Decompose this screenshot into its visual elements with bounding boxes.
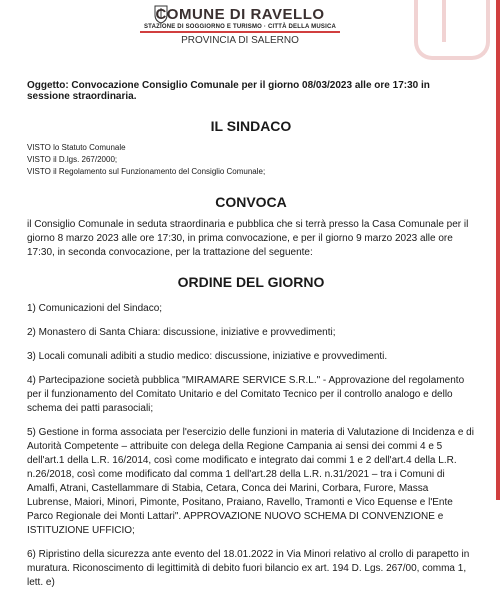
watermark-logo	[414, 0, 490, 60]
document-body	[27, 80, 475, 600]
agenda-item: 4) Partecipazione società pubblica "MIRAMARE SERVICE S.R.L." - Approvazione del regolamento per il funzionamento del Comitato Unitario e del Comitato Tecnico per il controllo analogo e dello schema dei patti parasociali;	[27, 375, 465, 414]
visto-item: VISTO lo Statuto Comunale	[27, 143, 126, 152]
oggetto-line: Oggetto: Convocazione Consiglio Comunale per il giorno 08/03/2023 alle ore 17:30 in sessione straordinaria.	[27, 80, 430, 102]
letterhead	[140, 6, 340, 46]
convoca-heading: CONVOCA	[215, 194, 287, 210]
agenda-item: 1) Comunicazioni del Sindaco;	[27, 303, 163, 314]
agenda-item: 5) Gestione in forma associata per l'esercizio delle funzioni in materia di Valutazione di Incidenza e di Autorità Competente – attribuite con delega della Regione Campania ai sensi dei commi 4 e 5 dell'art.1 della L.R. 16/2014, così come modificato e integrato dai commi 1 e 2 dell'art.4 della L.R. n.26/2018, così come modificato dal comma 1 dell'art.28 della L.R. n.31/2021 – tra i Comuni di Amalfi, Atrani, Castellammare di Stabia, Cetara, Conca dei Marini, Corbara, Furore, Massa Lubrense, Maiori, Minori, Pimonte, Positano, Praiano, Ravello, Tramonti e Vico Equense e l'Ente Parco Regionale dei Monti Lattari". APPROVAZIONE NUOVO SCHEMA DI CONVENZIONE e ISTITUZIONE UFFICIO;	[27, 427, 474, 536]
visto-item: VISTO il D.lgs. 267/2000;	[27, 155, 118, 164]
comune-name: COMUNE DI RAVELLO	[155, 6, 325, 23]
il-sindaco-heading: IL SINDACO	[210, 118, 292, 134]
convoca-paragraph: il Consiglio Comunale in seduta straordinaria e pubblica che si terrà presso la Casa Comunale per il giorno 8 marzo 2023 alle ore 17:30, in prima convocazione, e per il giorno 9 marzo 2023 alle ore 17:30, in seconda convocazione, per la trattazione del seguente:	[27, 219, 469, 258]
ordine-del-giorno-heading: ORDINE DEL GIORNO	[177, 274, 325, 290]
stazione-line: STAZIONE DI SOGGIORNO E TURISMO · CITTÀ DELLA MUSICA	[143, 24, 337, 30]
right-red-border	[496, 0, 500, 500]
visto-item: VISTO il Regolamento sul Funzionamento del Consiglio Comunale;	[27, 167, 266, 176]
agenda-item: 6) Ripristino della sicurezza ante evento del 18.01.2022 in Via Minori relativo al crollo di parapetto in muratura. Riconoscimento di legittimità di debito fuori bilancio ex art. 194 D. Lgs. 267/00, comma 1, lett. e)	[27, 549, 470, 588]
agenda-item: 3) Locali comunali adibiti a studio medico: discussione, iniziative e provvedimenti.	[27, 351, 388, 362]
agenda-item: 2) Monastero di Santa Chiara: discussione, iniziative e provvedimenti;	[27, 327, 336, 338]
provincia-name: PROVINCIA DI SALERNO	[181, 35, 299, 46]
letterhead-red-rule	[140, 31, 340, 33]
visti-list	[27, 142, 475, 178]
